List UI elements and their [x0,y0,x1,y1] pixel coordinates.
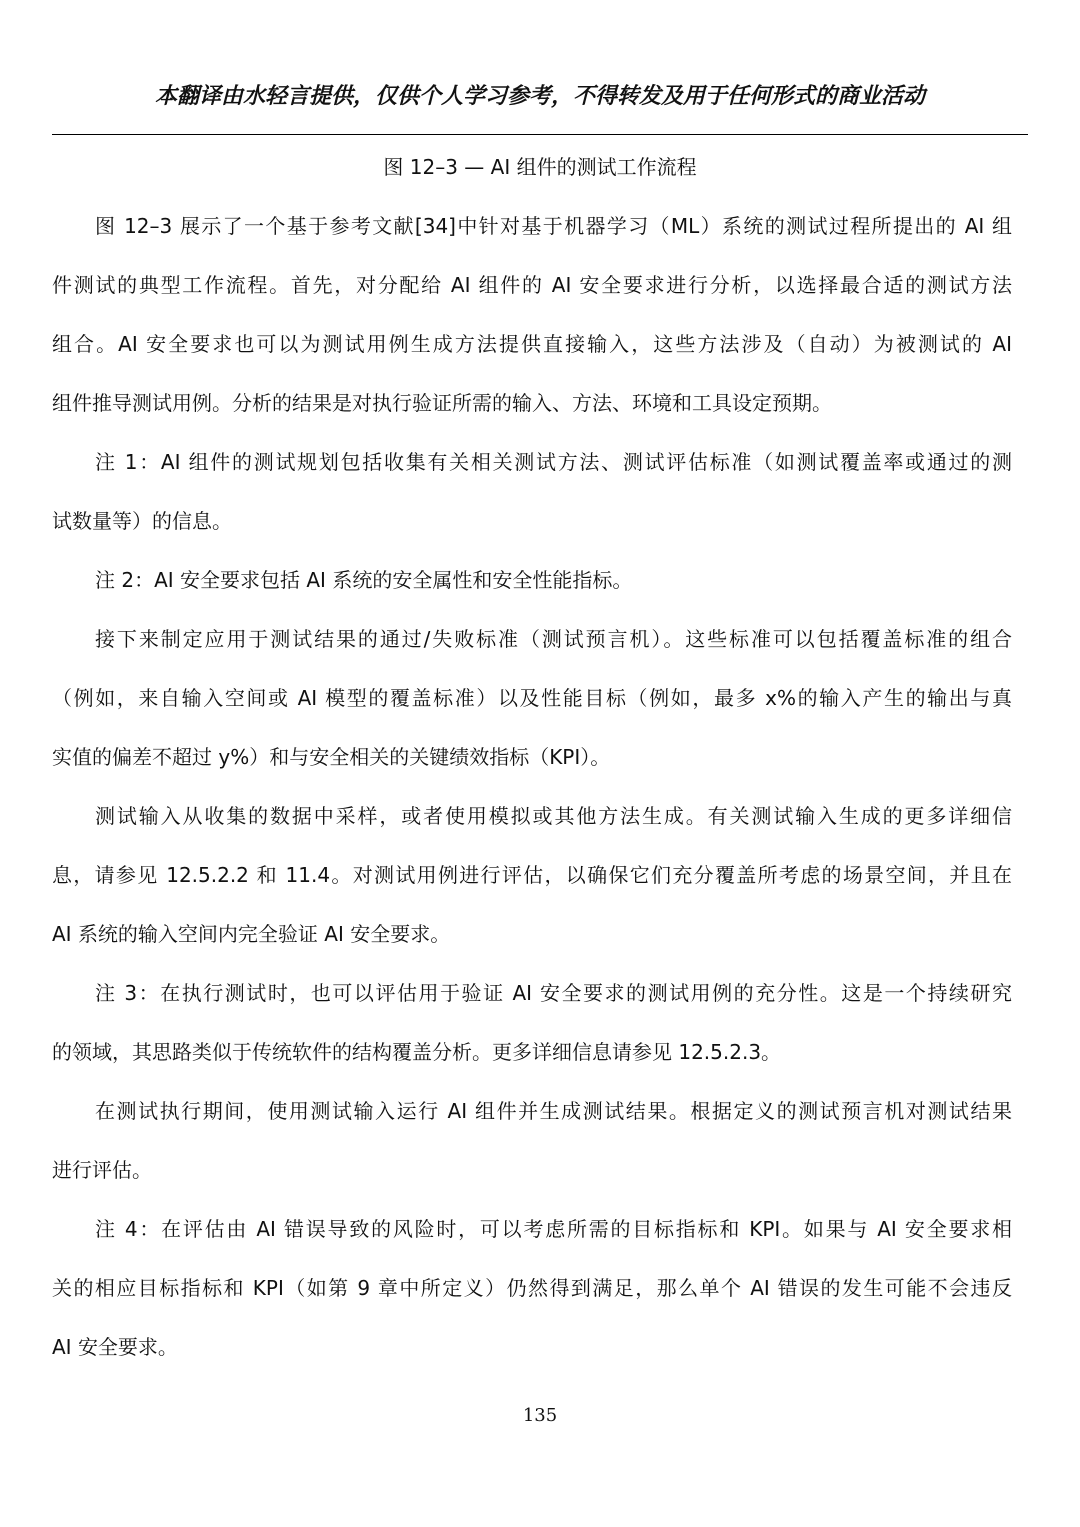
text-line: AI 安全要求。 [52,1335,178,1359]
text-line: 件测试的典型工作流程。首先，对分配给 AI 组件的 AI 安全要求进行分析，以选择最合适的测试方法 [52,273,1012,297]
text-line: 进行评估。 [52,1158,152,1182]
text-line: 实值的偏差不超过 y%）和与安全相关的关键绩效指标（KPI）。 [52,745,611,769]
translation-notice-header: 本翻译由水轻言提供，仅供个人学习参考，不得转发及用于任何形式的商业活动 [154,84,925,109]
body-text [52,197,1012,1377]
paragraph-test-execution [52,1082,1012,1200]
text-line: AI 系统的输入空间内完全验证 AI 安全要求。 [52,922,451,946]
paragraph-workflow-overview [52,197,1012,433]
text-line: 接下来制定应用于测试结果的通过/失败标准（测试预言机）。这些标准可以包括覆盖标准的组合 [95,627,1012,651]
note-3 [52,964,1012,1082]
paragraph-pass-fail-criteria [52,610,1012,787]
text-line: 注 3：在执行测试时，也可以评估用于验证 AI 安全要求的测试用例的充分性。这是一个持续研究 [95,981,1012,1005]
note-2 [52,551,1012,610]
text-line: 组合。AI 安全要求也可以为测试用例生成方法提供直接输入，这些方法涉及（自动）为被测试的 AI [52,332,1012,356]
text-line: 测试输入从收集的数据中采样，或者使用模拟或其他方法生成。有关测试输入生成的更多详细信 [95,804,1012,828]
header-divider [52,134,1028,135]
text-line: 注 4：在评估由 AI 错误导致的风险时，可以考虑所需的目标指标和 KPI。如果与 AI 安全要求相 [95,1217,1012,1241]
text-line: （例如，来自输入空间或 AI 模型的覆盖标准）以及性能目标（例如，最多 x%的输入产生的输出与真 [52,686,1012,710]
figure-caption: 图 12–3 — AI 组件的测试工作流程 [383,155,697,179]
page-number: 135 [522,1405,558,1426]
text-line: 组件推导测试用例。分析的结果是对执行验证所需的输入、方法、环境和工具设定预期。 [52,391,832,415]
text-line: 的领域，其思路类似于传统软件的结构覆盖分析。更多详细信息请参见 12.5.2.3。 [52,1040,782,1064]
text-line: 试数量等）的信息。 [52,509,232,533]
text-line: 在测试执行期间，使用测试输入运行 AI 组件并生成测试结果。根据定义的测试预言机对测试结果 [95,1099,1012,1123]
text-line: 图 12–3 展示了一个基于参考文献[34]中针对基于机器学习（ML）系统的测试过程所提出的 AI 组 [95,214,1012,238]
text-line: 息，请参见 12.5.2.2 和 11.4。对测试用例进行评估，以确保它们充分覆盖所考虑的场景空间，并且在 [52,863,1012,887]
note-1 [52,433,1012,551]
text-line: 注 2：AI 安全要求包括 AI 系统的安全属性和安全性能指标。 [95,568,633,592]
paragraph-test-inputs [52,787,1012,964]
note-4 [52,1200,1012,1377]
text-line: 注 1：AI 组件的测试规划包括收集有关相关测试方法、测试评估标准（如测试覆盖率或通过的测 [95,450,1012,474]
text-line: 关的相应目标指标和 KPI（如第 9 章中所定义）仍然得到满足，那么单个 AI 错误的发生可能不会违反 [52,1276,1012,1300]
